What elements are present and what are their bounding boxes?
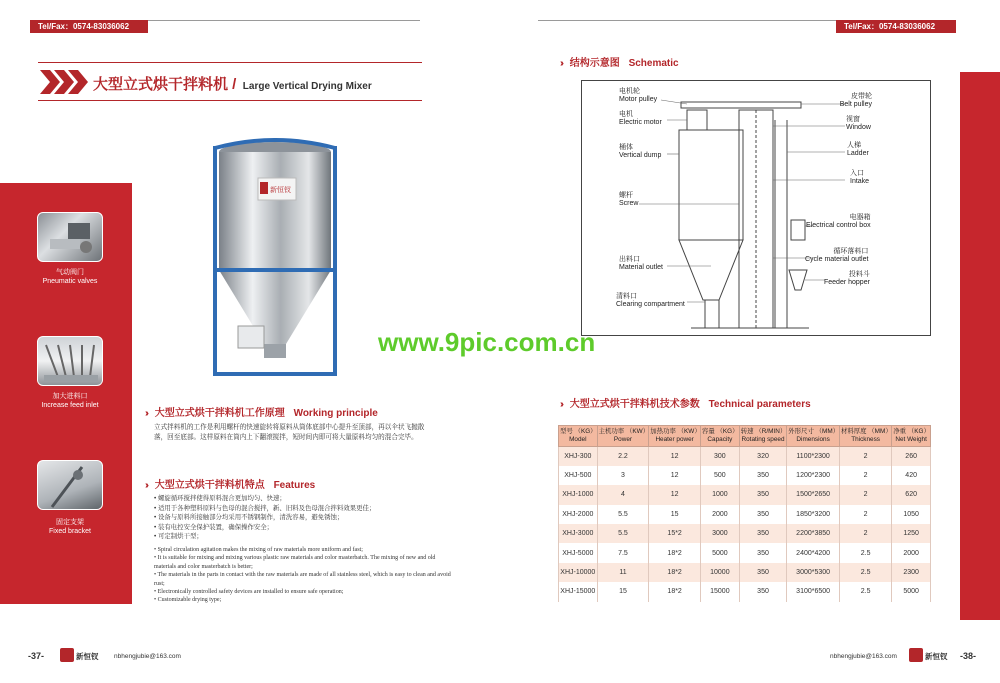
table-cell: 2.5 <box>839 563 891 582</box>
table-cell: 18*2 <box>649 563 701 582</box>
technical-parameters-table <box>558 425 931 602</box>
table-row <box>559 582 931 601</box>
table-cell: 18*2 <box>649 543 701 562</box>
table-cell: 350 <box>739 582 787 601</box>
heading-en: Schematic <box>628 58 679 69</box>
tel-fax-left: Tel/Fax：0574-83036062 <box>30 20 148 33</box>
brand-logo-text: 新恒钗 <box>76 652 99 661</box>
label-electrical-control-box: 电器箱 Electrical control box <box>806 214 871 229</box>
label-material-outlet: 出料口 Material outlet <box>619 256 663 271</box>
column-header: 容量 （KG） Capacity <box>700 426 739 447</box>
brand-logo-text: 新恒钗 <box>925 652 948 661</box>
label-clearing-compartment: 清料口 Clearing compartment <box>616 293 685 308</box>
table-cell: XHJ-10000 <box>559 563 598 582</box>
feature-item: • It is suitable for mixing and mixing various plastic raw materials and color masterbatch. The mixing of new and old materials and color masterbatch is better; <box>154 554 454 571</box>
table-cell: 2.5 <box>839 582 891 601</box>
table-cell: 3000*5300 <box>787 563 840 582</box>
table-cell: 500 <box>700 466 739 485</box>
table-body <box>559 447 931 602</box>
table-cell: 2000 <box>700 505 739 524</box>
label-ladder: 人梯 Ladder <box>847 142 869 157</box>
column-header: 型号 （KG） Model <box>559 426 598 447</box>
table-cell: 3 <box>597 466 649 485</box>
table-header-row <box>559 426 931 447</box>
table-cell: 5000 <box>700 543 739 562</box>
label-motor-pulley: 电机轮 Motor pulley <box>619 88 658 103</box>
table-cell: 12 <box>649 485 701 504</box>
table-cell: XHJ-15000 <box>559 582 598 601</box>
heading-en: Technical parameters <box>708 399 811 410</box>
thumbnail-feed-inlet <box>37 336 103 386</box>
table-cell: 3000 <box>700 524 739 543</box>
table-cell: 2 <box>839 447 891 466</box>
table-cell: 300 <box>700 447 739 466</box>
feature-item: • The materials in the parts in contact with the raw materials are made of all stainless steel, which is easy to clean and avoid rust; <box>154 571 454 588</box>
working-principle-text: 立式拌料机的工作是利用螺杆的快速旋转将原料从筒体底部中心提升至顶部，再以伞状飞抛散落，回至底部。这样原料在筒内上下翻滚搅拌，短时间内即可将大量原料均匀的混合完毕。 <box>154 424 425 441</box>
watermark-text: www.9pic.com.cn <box>378 327 596 357</box>
features-heading <box>145 476 315 491</box>
heading-chevron-icon: ››› <box>145 408 146 419</box>
table-cell: XHJ-1000 <box>559 485 598 504</box>
title-rule-top <box>38 62 422 63</box>
table-cell: 12 <box>649 447 701 466</box>
table-cell: 2 <box>839 505 891 524</box>
title-chevrons-icon <box>40 68 90 96</box>
caption-en: Fixed bracket <box>48 528 92 535</box>
table-cell: XHJ-500 <box>559 466 598 485</box>
title-rule-bottom <box>38 100 422 101</box>
table-cell: 1000 <box>700 485 739 504</box>
table-cell: XHJ-3000 <box>559 524 598 543</box>
table-cell: 320 <box>739 447 787 466</box>
table-cell: XHJ-300 <box>559 447 598 466</box>
label-screw: 螺杆 Screw <box>619 192 639 207</box>
label-feeder-hopper: 投料斗 Feeder hopper <box>824 271 870 286</box>
table-cell: 350 <box>739 485 787 504</box>
table-cell: 7.5 <box>597 543 649 562</box>
table-cell: 12 <box>649 466 701 485</box>
table-cell: 2400*4200 <box>787 543 840 562</box>
heading-cn: 结构示意图 <box>569 58 620 69</box>
label-vertical-dump: 桶体 Vertical dump <box>619 144 662 159</box>
caption-pneumatic-valves <box>24 268 116 286</box>
table-cell: 2000 <box>892 543 931 562</box>
page-title-en: Large Vertical Drying Mixer <box>242 81 372 92</box>
feature-item: • Electronically controlled safety devices are installed to ensure safe operation; <box>154 588 454 596</box>
table-cell: 260 <box>892 447 931 466</box>
table-cell: 1100*2300 <box>787 447 840 466</box>
footer-email-left: nbhengjubie@163.com <box>114 653 181 660</box>
features-list-en <box>154 546 454 605</box>
table-row <box>559 466 931 485</box>
machine-brand-label: 新恒钗 <box>270 187 291 194</box>
caption-en: Pneumatic valves <box>42 278 98 285</box>
features-list-cn <box>154 494 454 542</box>
label-cycle-material-outlet: 循环落料口 Cycle material outlet <box>805 248 869 263</box>
heading-chevron-icon: ››› <box>560 58 561 69</box>
heading-chevron-icon: ››› <box>145 480 146 491</box>
heading-en: Features <box>273 480 316 491</box>
table-cell: XHJ-2000 <box>559 505 598 524</box>
column-header: 加热功率 （KW） Heater power <box>649 426 701 447</box>
table-cell: 10000 <box>700 563 739 582</box>
feature-item: • 设备与原料所接触部分均采用不锈钢制作，清洗容易，避免锈蚀； <box>154 513 454 523</box>
feature-item: • Customizable drying type; <box>154 596 454 604</box>
table-cell: 350 <box>739 466 787 485</box>
table-cell: 15*2 <box>649 524 701 543</box>
vertical-mixer-image <box>210 138 340 380</box>
heading-en: Working principle <box>293 408 378 419</box>
caption-cn: 固定支架 <box>56 519 84 526</box>
table-cell: 3100*6500 <box>787 582 840 601</box>
table-cell: 350 <box>739 543 787 562</box>
table-cell: 1050 <box>892 505 931 524</box>
column-header: 主机功率 （KW） Power <box>597 426 649 447</box>
caption-cn: 气动阀门 <box>56 269 84 276</box>
page-title <box>93 73 372 94</box>
feature-item: • 可定制烘干型； <box>154 532 454 542</box>
table-cell: 350 <box>739 524 787 543</box>
page-number-right: -38- <box>960 651 977 661</box>
label-window: 视窗 Window <box>846 116 871 131</box>
caption-fixed-bracket <box>24 518 116 536</box>
feature-item: • 装有电控安全保护装置，确保操作安全； <box>154 523 454 533</box>
table-cell: 15 <box>597 582 649 601</box>
caption-en: Increase feed inlet <box>41 402 99 409</box>
table-cell: 11 <box>597 563 649 582</box>
table-cell: 1250 <box>892 524 931 543</box>
table-cell: 350 <box>739 505 787 524</box>
page-number-left: -37- <box>28 651 45 661</box>
brand-logo-icon <box>60 648 74 662</box>
table-cell: 5.5 <box>597 524 649 543</box>
feature-item: • Spiral circulation agitation makes the mixing of raw materials more uniform and fast; <box>154 546 454 554</box>
feature-item: • 螺旋循环搅拌使得原料混合更加均匀、快速； <box>154 494 454 504</box>
table-cell: 620 <box>892 485 931 504</box>
heading-cn: 大型立式烘干拌料机工作原理 <box>154 408 285 419</box>
table-cell: 5.5 <box>597 505 649 524</box>
column-header: 外形尺寸 （MM） Dimensions <box>787 426 840 447</box>
page-title-cn: 大型立式烘干拌料机 / <box>93 76 237 93</box>
tel-fax-right: Tel/Fax：0574-83036062 <box>836 20 956 33</box>
label-intake: 入口 Intake <box>850 170 870 185</box>
table-row <box>559 524 931 543</box>
pneumatic-valve-image <box>38 213 103 262</box>
brand-logo-icon <box>909 648 923 662</box>
feed-inlet-image <box>38 337 103 386</box>
table-cell: 350 <box>739 563 787 582</box>
table-row <box>559 485 931 504</box>
table-cell: 2 <box>839 466 891 485</box>
table-cell: 2300 <box>892 563 931 582</box>
caption-feed-inlet <box>24 392 116 410</box>
table-cell: XHJ-5000 <box>559 543 598 562</box>
thumbnail-fixed-bracket <box>37 460 103 510</box>
column-header: 材料厚度 （MM） Thickness <box>839 426 891 447</box>
label-belt-pulley: 皮带轮 Belt pulley <box>839 93 872 108</box>
table-cell: 1850*3200 <box>787 505 840 524</box>
table-cell: 2.5 <box>839 543 891 562</box>
footer-email-right: nbhengjubie@163.com <box>830 653 897 660</box>
table-cell: 2200*3850 <box>787 524 840 543</box>
thumbnail-pneumatic-valves <box>37 212 103 262</box>
column-header: 净重 （KG） Net Weight <box>892 426 931 447</box>
table-row <box>559 563 931 582</box>
technical-parameters-heading <box>560 395 811 410</box>
fixed-bracket-image <box>38 461 103 510</box>
table-cell: 18*2 <box>649 582 701 601</box>
table-cell: 15000 <box>700 582 739 601</box>
column-header: 转速 （R/MIN） Rotating speed <box>739 426 787 447</box>
working-principle-heading <box>145 404 378 419</box>
caption-cn: 加大进料口 <box>52 393 88 400</box>
table-cell: 4 <box>597 485 649 504</box>
table-row <box>559 543 931 562</box>
table-cell: 2 <box>839 524 891 543</box>
table-cell: 1500*2650 <box>787 485 840 504</box>
label-electric-motor: 电机 Electric motor <box>619 111 662 126</box>
heading-cn: 大型立式烘干拌料机技术参数 <box>569 399 700 410</box>
table-row <box>559 505 931 524</box>
table-cell: 2.2 <box>597 447 649 466</box>
table-cell: 2 <box>839 485 891 504</box>
heading-cn: 大型立式烘干拌料机特点 <box>154 480 265 491</box>
schematic-heading <box>560 54 679 69</box>
table-cell: 420 <box>892 466 931 485</box>
table-cell: 15 <box>649 505 701 524</box>
feature-item: • 适用于各种塑料原料与色母的混合搅拌，新、旧料及色母混合拌料效果更佳； <box>154 504 454 514</box>
table-row <box>559 447 931 466</box>
heading-chevron-icon: ››› <box>560 399 561 410</box>
right-red-sidebar <box>960 72 1000 620</box>
table-cell: 1200*2300 <box>787 466 840 485</box>
table-cell: 5000 <box>892 582 931 601</box>
